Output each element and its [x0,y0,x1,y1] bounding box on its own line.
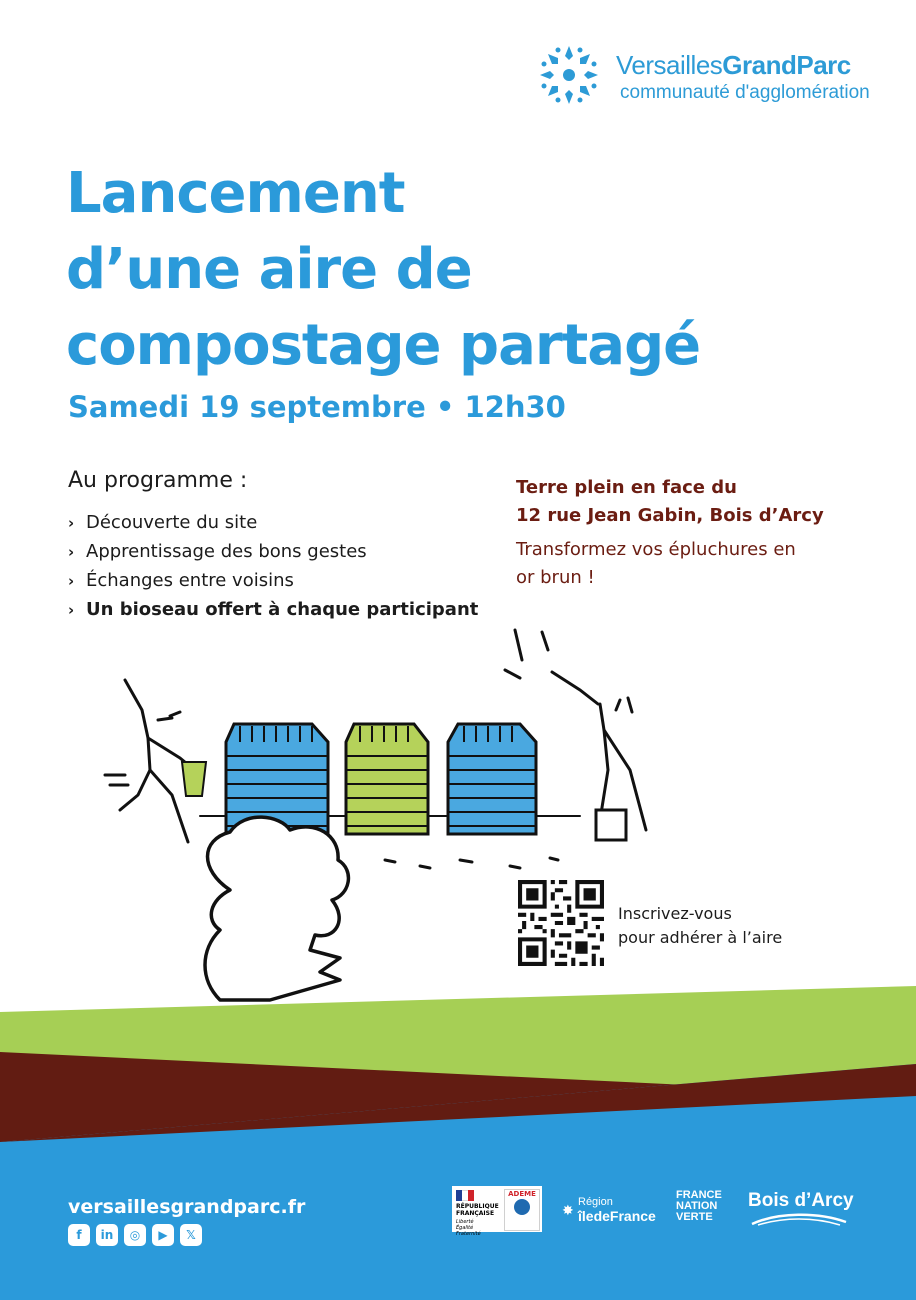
ademe-block [504,1189,540,1231]
footer-bands [0,980,916,1300]
address-line-1: Terre plein en face du [516,477,737,498]
france-nation-verte-logo [676,1190,732,1223]
linkedin-icon[interactable]: in [96,1224,118,1246]
fnv-line-1: FRANCE [676,1189,722,1201]
address-line-2: 12 rue Jean Gabin, Bois d’Arcy [516,505,824,526]
rf-motto-2: Égalité [456,1225,474,1231]
program-item-text: Apprentissage des bons gestes [86,541,367,562]
program-list [68,508,478,624]
chevron-right-icon: › [68,572,75,590]
bois-darcy-label: Bois d’Arcy [748,1190,854,1211]
qr-caption [618,902,782,950]
rf-motto [456,1219,502,1237]
title-line-2: d’une aire de [66,237,472,302]
fnv-line-2: NATION [676,1200,718,1212]
compost-bin-blue-2 [448,724,536,834]
page-title [66,156,866,384]
fnv-line-3: VERTE [676,1211,713,1223]
republique-francaise-ademe-logo [452,1186,542,1237]
title-line-1: Lancement [66,161,405,226]
program-item [68,566,478,595]
brand-name [616,50,851,81]
ademe-emblem-icon [514,1199,530,1215]
program-item-text: Échanges entre voisins [86,570,294,591]
social-links [68,1224,208,1246]
rf-line-1: RÉPUBLIQUE [456,1203,499,1210]
program-item-text: Découverte du site [86,512,258,533]
event-date: Samedi 19 septembre • 12h30 [68,390,566,424]
youtube-icon[interactable]: ▶ [152,1224,174,1246]
qr-caption-line-1: Inscrivez-vous [618,904,732,923]
rf-motto-3: Fraternité [456,1231,481,1237]
region-line-1: Région [578,1196,613,1208]
vgp-emblem-icon [536,42,602,108]
instagram-icon[interactable]: ◎ [124,1224,146,1246]
versailles-grand-parc-logo [536,42,870,114]
brand-subtitle: communauté d'agglomération [620,82,870,103]
rf-motto-1: Liberté [456,1219,474,1225]
program-item [68,537,478,566]
program-heading: Au programme : [68,468,248,493]
swoosh-icon [748,1212,848,1226]
rf-line-2: FRANÇAISE [456,1210,495,1217]
tagline-line-2: or brun ! [516,567,595,588]
program-item-text: Un bioseau offert à chaque participant [86,599,479,620]
facebook-icon[interactable]: f [68,1224,90,1246]
qr-caption-line-2: pour adhérer à l’aire [618,928,783,947]
website-link[interactable]: versaillesgrandparc.fr [68,1196,306,1218]
qr-code[interactable] [518,880,604,966]
bois-darcy-logo [748,1190,854,1212]
chevron-right-icon: › [68,543,75,561]
program-item [68,508,478,537]
event-address [516,474,824,530]
brand-bold: GrandParc [722,50,851,80]
tagline [516,536,856,592]
compost-bin-blue-1 [226,724,328,834]
title-line-3: compostage partagé [66,313,701,378]
brand-light: Versailles [616,50,723,80]
french-flag-icon [456,1190,474,1201]
chevron-right-icon: › [68,601,75,619]
tagline-line-1: Transformez vos épluchures en [516,539,796,560]
chevron-right-icon: › [68,514,75,532]
compost-bin-green [346,724,428,834]
region-line-2: îledeFrance [578,1208,656,1224]
x-icon[interactable]: 𝕏 [180,1224,202,1246]
ademe-label: ADEME [508,1190,536,1198]
star-icon: ✸ [562,1202,574,1218]
rf-block [456,1190,502,1237]
